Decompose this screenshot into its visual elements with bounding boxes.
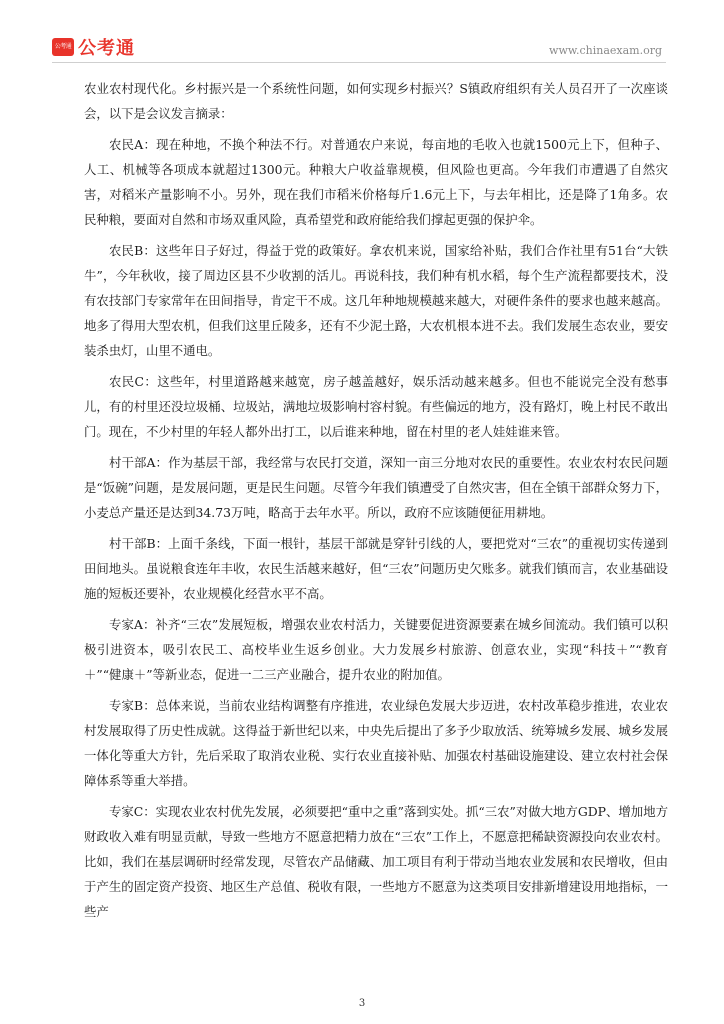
paragraph-intro: 农业农村现代化。乡村振兴是一个系统性问题，如何实现乡村振兴？S镇政府组织有关人员召开了一次座谈会，以下是会议发言摘录： (84, 81, 668, 121)
page-header (0, 0, 724, 66)
paragraph-farmer-b: 农民B：这些年日子好过，得益于党的政策好。拿农机来说，国家给补贴，我们合作社里有51台“大铁牛”，今年秋收，接了周边区县不少收割的活儿。再说科技，我们种有机水稻，每个生产流程都要技术，没有农技部门专家常年在田间指导，肯定干不成。这几年种地规模越来越大，对硬件条件的要求也越来越高。地多了得用大型农机，但我们这里丘陵多，还有不少泥土路，大农机根本进不去。我们发展生态农业，要安装杀虫灯，山里不通电。 (84, 243, 668, 358)
paragraph-farmer-c: 农民C：这些年，村里道路越来越宽，房子越盖越好，娱乐活动越来越多。但也不能说完全没有愁事儿，有的村里还没垃圾桶、垃圾站，满地垃圾影响村容村貌。有些偏远的地方，没有路灯，晚上村民不敢出门。现在，不少村里的年轻人都外出打工，以后谁来种地，留在村里的老人娃娃谁来管。 (84, 374, 668, 439)
paragraph-expert-c: 专家C：实现农业农村优先发展，必须要把“重中之重”落到实处。抓“三农”对做大地方GDP、增加地方财政收入难有明显贡献，导致一些地方不愿意把精力放在“三农”工作上，不愿意把稀缺资源投向农业农村。比如，我们在基层调研时经常发现，尽管农产品储藏、加工项目有利于带动当地农业发展和农民增收，但由于产生的固定资产投资、地区生产总值、税收有限，一些地方不愿意为这类项目安排新增建设用地指标，一些产 (84, 804, 668, 919)
paragraph-expert-b: 专家B：总体来说，当前农业结构调整有序推进，农业绿色发展大步迈进，农村改革稳步推进，农业农村发展取得了历史性成就。这得益于新世纪以来，中央先后提出了多予少取放活、统筹城乡发展、城乡发展一体化等重大方针，先后采取了取消农业税、实行农业直接补贴、加强农村基础设施建设、建立农村社会保障体系等重大举措。 (84, 698, 668, 788)
paragraph-cadre-a: 村干部A：作为基层干部，我经常与农民打交道，深知一亩三分地对农民的重要性。农业农村农民问题是“饭碗”问题，是发展问题，更是民生问题。尽管今年我们镇遭受了自然灾害，但在全镇干部群众努力下，小麦总产量还是达到34.73万吨，略高于去年水平。所以，政府不应该随便征用耕地。 (84, 455, 668, 520)
site-url[interactable]: www.chinaexam.org (549, 44, 662, 57)
logo[interactable] (52, 34, 135, 60)
document-body (84, 76, 668, 924)
logo-badge: 公考通 (52, 38, 74, 56)
logo-text: 公考通 (78, 38, 135, 59)
paragraph-cadre-b: 村干部B：上面千条线，下面一根针，基层干部就是穿针引线的人，要把党对“三农”的重视切实传递到田间地头。虽说粮食连年丰收，农民生活越来越好，但“三农”问题历史欠账多。就我们镇而言，农业基础设施的短板还要补，农业规模化经营水平不高。 (84, 536, 668, 601)
paragraph-expert-a: 专家A：补齐“三农”发展短板，增强农业农村活力，关键要促进资源要素在城乡间流动。我们镇可以积极引进资本，吸引农民工、高校毕业生返乡创业。大力发展乡村旅游、创意农业，实现“科技＋”“教育＋”“健康＋”等新业态，促进一二三产业融合，提升农业的附加值。 (84, 617, 668, 682)
page-number: 3 (358, 998, 366, 1009)
header-divider (52, 62, 666, 63)
paragraph-farmer-a: 农民A：现在种地，不换个种法不行。对普通农户来说，每亩地的毛收入也就1500元上下，但种子、人工、机械等各项成本就超过1300元。种粮大户收益靠规模，但风险也更高。今年我们市遭遇了自然灾害，对稻米产量影响不小。另外，现在我们市稻米价格每斤1.6元上下，与去年相比，还是降了1角多。农民种粮，要面对自然和市场双重风险，真希望党和政府能给我们撑起更强的保护伞。 (84, 137, 668, 227)
